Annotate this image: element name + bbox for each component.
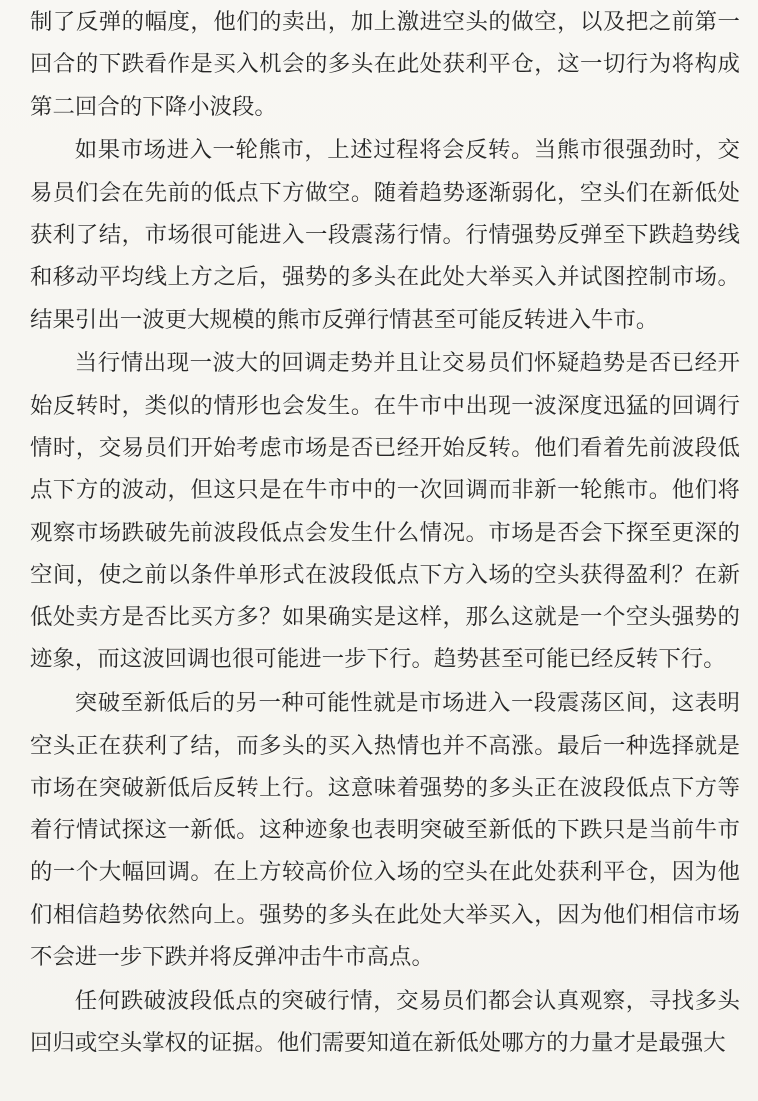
paragraph-5: 任何跌破波段低点的突破行情，交易员们都会认真观察，寻找多头回归或空头掌权的证据。他们需要知道在新低处哪方的力量才是最强大 — [30, 987, 740, 1057]
paragraph-2: 如果市场进入一轮熊市，上述过程将会反转。当熊市很强劲时，交易员们会在先前的低点下方做空。随着趋势逐渐弱化，空头们在新低处获利了结，市场很可能进入一段震荡行情。行情强势反弹至下跌趋势线和移动平均线上方之后，强势的多头在此处大举买入并试图控制市场。结果引出一波更大规模的熊市反弹行情甚至可能反转进入牛市。 — [30, 137, 740, 333]
paragraph-3: 当行情出现一波大的回调走势并且让交易员们怀疑趋势是否已经开始反转时，类似的情形也会发生。在牛市中出现一波深度迅猛的回调行情时，交易员们开始考虑市场是否已经开始反转。他们看着先前波段低点下方的波动，但这只是在牛市中的一次回调而非新一轮熊市。他们将观察市场跌破先前波段低点会发生什么情况。市场是否会下探至更深的空间，使之前以条件单形式在波段低点下方入场的空头获得盈利？在新低处卖方是否比买方多？如果确实是这样，那么这就是一个空头强势的迹象，而这波回调也很可能进一步下行。趋势甚至可能已经反转下行。 — [30, 350, 740, 673]
paragraph-4: 突破至新低后的另一种可能性就是市场进入一段震荡区间，这表明空头正在获利了结，而多头的买入热情也并不高涨。最后一种选择就是市场在突破新低后反转上行。这意味着强势的多头正在波段低点下方等着行情试探这一新低。这种迹象也表明突破至新低的下跌只是当前牛市的一个大幅回调。在上方较高价位入场的空头在此处获利平仓，因为他们相信趋势依然向上。强势的多头在此处大举买入，因为他们相信市场不会进一步下跌并将反弹冲击牛市高点。 — [30, 690, 740, 971]
paragraph-1: 制了反弹的幅度，他们的卖出，加上激进空头的做空，以及把之前第一回合的下跌看作是买入机会的多头在此处获利平仓，这一切行为将构成第二回合的下降小波段。 — [30, 9, 740, 120]
